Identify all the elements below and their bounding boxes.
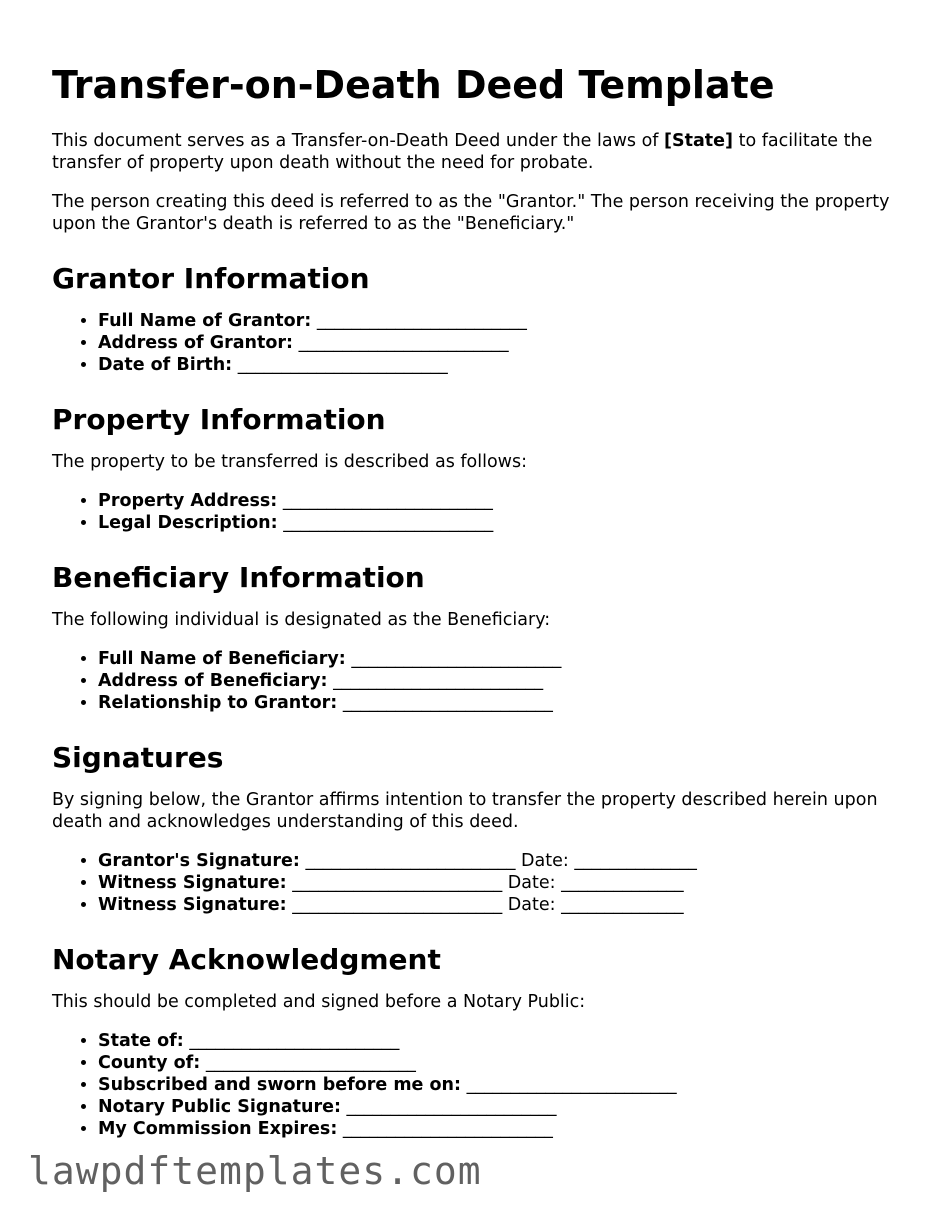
field-label: State of:: [98, 1031, 184, 1051]
blank-line[interactable]: ________________________: [298, 333, 509, 353]
list-item: [98, 1074, 902, 1096]
blank-line[interactable]: ________________________: [333, 671, 544, 691]
blank-line[interactable]: ________________________: [189, 1031, 400, 1051]
list-item: [98, 1096, 902, 1118]
grantor-list: [52, 310, 902, 376]
page-title: Transfer-on-Death Deed Template: [52, 63, 775, 107]
grantor-heading: Grantor Information: [52, 262, 370, 295]
notary-list: [52, 1030, 902, 1140]
list-item: [98, 354, 902, 376]
field-label: Legal Description:: [98, 513, 278, 533]
property-list: [52, 490, 902, 534]
field-label: Witness Signature:: [98, 873, 287, 893]
list-item: [98, 332, 902, 354]
signatures-list: [52, 850, 902, 916]
list-item: [98, 1052, 902, 1074]
state-placeholder: [State]: [664, 131, 734, 151]
property-text: The property to be transferred is described as follows:: [52, 452, 527, 472]
field-label: Address of Beneficiary:: [98, 671, 328, 691]
list-item: [98, 512, 902, 534]
field-label: Grantor's Signature:: [98, 851, 300, 871]
blank-line[interactable]: ________________________: [283, 513, 494, 533]
blank-line[interactable]: ________________________: [316, 311, 527, 331]
list-item: [98, 692, 902, 714]
field-label: Date of Birth:: [98, 355, 233, 375]
list-item: [98, 490, 902, 512]
blank-line[interactable]: ________________________: [282, 491, 493, 511]
blank-line[interactable]: ________________________: [342, 1119, 553, 1139]
list-item: [98, 850, 902, 872]
field-label: Property Address:: [98, 491, 278, 511]
beneficiary-list: [52, 648, 902, 714]
date-label: Date:: [507, 895, 556, 915]
blank-line[interactable]: ________________________: [305, 851, 516, 871]
date-blank[interactable]: ______________: [574, 851, 697, 871]
date-blank[interactable]: ______________: [561, 895, 684, 915]
list-item: [98, 670, 902, 692]
blank-line[interactable]: ________________________: [342, 693, 553, 713]
blank-line[interactable]: ________________________: [351, 649, 562, 669]
blank-line[interactable]: ________________________: [466, 1075, 677, 1095]
field-label: County of:: [98, 1053, 201, 1073]
field-label: Subscribed and sworn before me on:: [98, 1075, 461, 1095]
field-label: Relationship to Grantor:: [98, 693, 338, 713]
field-label: Address of Grantor:: [98, 333, 294, 353]
list-item: [98, 872, 902, 894]
blank-line[interactable]: ________________________: [346, 1097, 557, 1117]
signatures-heading: Signatures: [52, 741, 224, 774]
field-label: Full Name of Grantor:: [98, 311, 312, 331]
date-blank[interactable]: ______________: [561, 873, 684, 893]
field-label: My Commission Expires:: [98, 1119, 338, 1139]
beneficiary-text: The following individual is designated as the Beneficiary:: [52, 610, 551, 630]
watermark: lawpdftemplates.com: [28, 1149, 482, 1193]
blank-line[interactable]: ________________________: [292, 873, 503, 893]
blank-line[interactable]: ________________________: [292, 895, 503, 915]
field-label: Full Name of Beneficiary:: [98, 649, 346, 669]
property-heading: Property Information: [52, 403, 386, 436]
beneficiary-heading: Beneficiary Information: [52, 561, 425, 594]
list-item: [98, 1030, 902, 1052]
notary-text: This should be completed and signed before a Notary Public:: [52, 992, 586, 1012]
list-item: [98, 894, 902, 916]
date-label: Date:: [521, 851, 569, 871]
blank-line[interactable]: ________________________: [205, 1053, 416, 1073]
blank-line[interactable]: ________________________: [237, 355, 448, 375]
intro-paragraph-2: The person creating this deed is referred to as the "Grantor." The person receiving the property upon the Grantor's death is referred to as the "Beneficiary.": [52, 192, 890, 234]
intro-paragraph-1: [52, 130, 902, 174]
intro-text-before: This document serves as a Transfer-on-Death Deed under the laws of: [52, 131, 665, 151]
field-label: Witness Signature:: [98, 895, 287, 915]
list-item: [98, 648, 902, 670]
list-item: [98, 1118, 902, 1140]
signatures-text: By signing below, the Grantor affirms intention to transfer the property described herein upon death and acknowledges understanding of this deed.: [52, 790, 878, 832]
notary-heading: Notary Acknowledgment: [52, 943, 441, 976]
list-item: [98, 310, 902, 332]
date-label: Date:: [507, 873, 556, 893]
document-page: [52, 60, 902, 1154]
field-label: Notary Public Signature:: [98, 1097, 341, 1117]
intro-text-after: to facilitate the transfer of property upon death without the need for probate.: [52, 131, 873, 173]
